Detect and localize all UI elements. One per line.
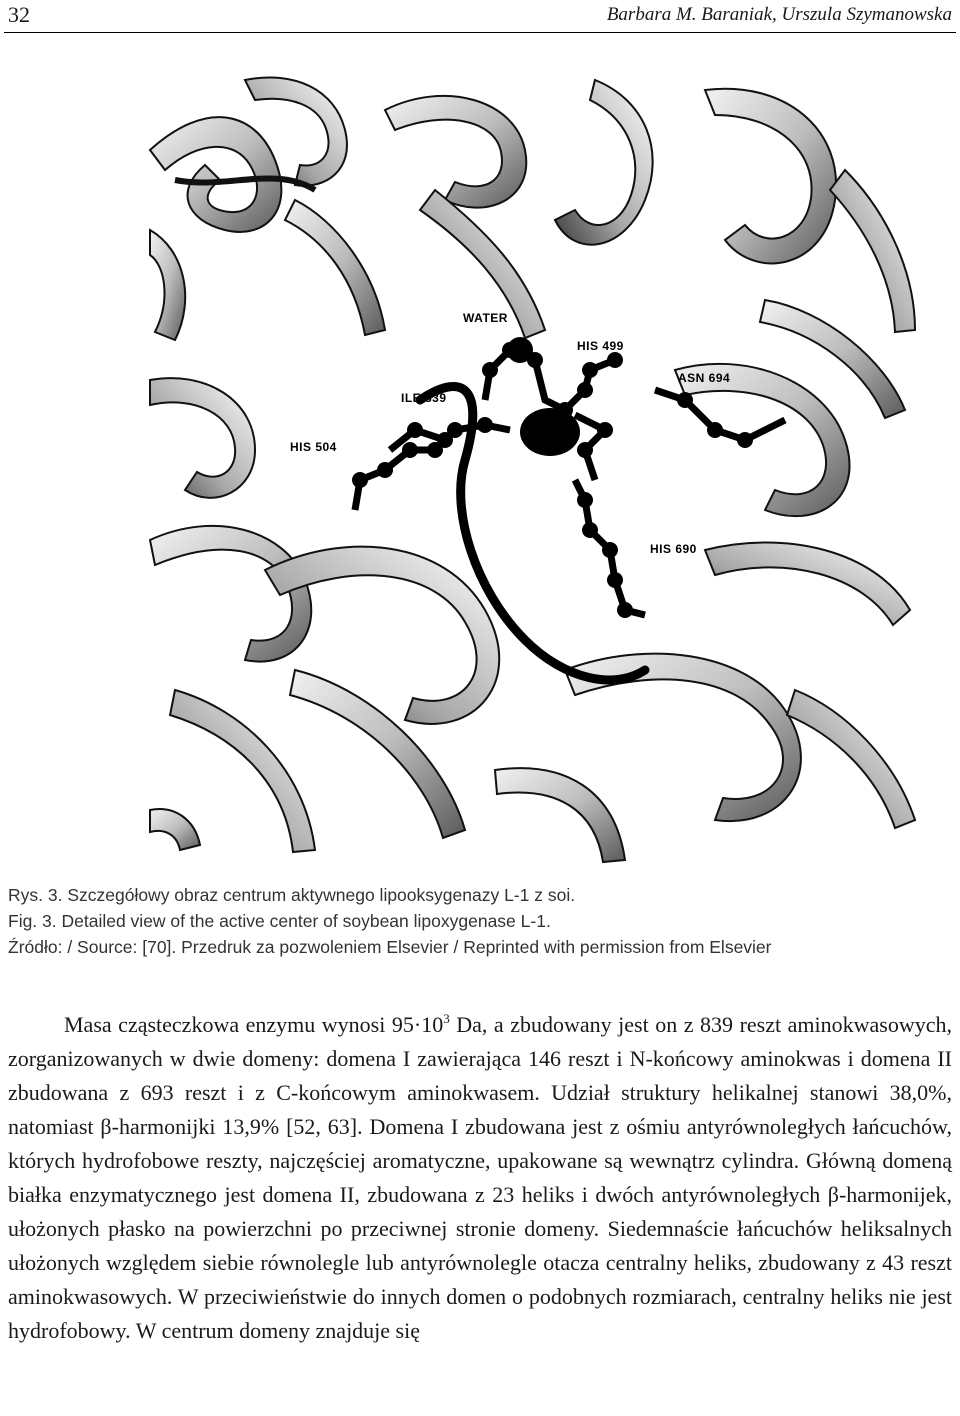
label-ile-839: ILE 839 [401, 391, 447, 405]
iron-atom [520, 408, 580, 456]
caption-english: Fig. 3. Detailed view of the active center of soybean lipoxygenase L-1. [8, 911, 551, 931]
paragraph-rest: Da, a zbudowany jest on z 839 reszt aminokwasowych, zorganizowanych w dwie domeny: domena I zawierająca 146 reszt i N-końcowy aminokwas i domena II zbudowana z 693 reszt i z C-końcowym aminokwasem. Udział struktury helikalnej stanowi 38,0%, natomiast β-harmonijki 13,9% [52, 63]. Domena I zbudowana jest z ośmiu antyrównoległych łańcuchów, których hydrofobowe reszty, najczęściej aromatyczne, upakowane są wewnątrz cylindra. Główną domeną białka enzymatycznego jest domena II, zbudowana z 23 heliks i dwóch antyrównoległych β-harmonijek, ułożonych płasko na powierzchni po przeciwnej stronie domeny. Siedemnaście łańcuchów heliksalnych ułożonych względem siebie równolegle lub antyrównolegle otacza centralny heliks, zbudowany z 43 reszt aminokwasowych. W przeciwieństwie do innych domen o podobnych rozmiarach, centralny heliks nie jest hydrofobowy. W centrum domeny znajduje się [8, 1012, 952, 1343]
helix-center-lower [150, 547, 499, 852]
helix-left-middle [150, 230, 311, 662]
label-his-499: HIS 499 [577, 339, 624, 353]
running-head-authors: Barbara M. Baraniak, Urszula Szymanowska [606, 4, 952, 25]
figure-caption [8, 882, 948, 960]
caption-source: Źródło: / Source: [70]. Przedruk za pozwoleniem Elsevier / Reprinted with permission from Elsevier [8, 937, 772, 957]
label-his-690: HIS 690 [650, 542, 697, 556]
protein-structure-figure [145, 70, 920, 865]
superscript-exponent: 3 [443, 1011, 450, 1026]
header-rule [4, 32, 956, 33]
label-asn-694: ASN 694 [678, 371, 731, 385]
page-number: 32 [8, 2, 30, 27]
paragraph-start: Masa cząsteczkowa enzymu wynosi 95·10 [64, 1012, 444, 1037]
page-header [0, 0, 960, 34]
ribbon-diagram [145, 70, 920, 865]
body-paragraph [8, 1002, 952, 1348]
label-his-504: HIS 504 [290, 440, 337, 454]
label-water: WATER [463, 311, 508, 325]
caption-polish: Rys. 3. Szczegółowy obraz centrum aktywnego lipooksygenazy L-1 z soi. [8, 885, 576, 905]
water-molecule [507, 337, 533, 363]
